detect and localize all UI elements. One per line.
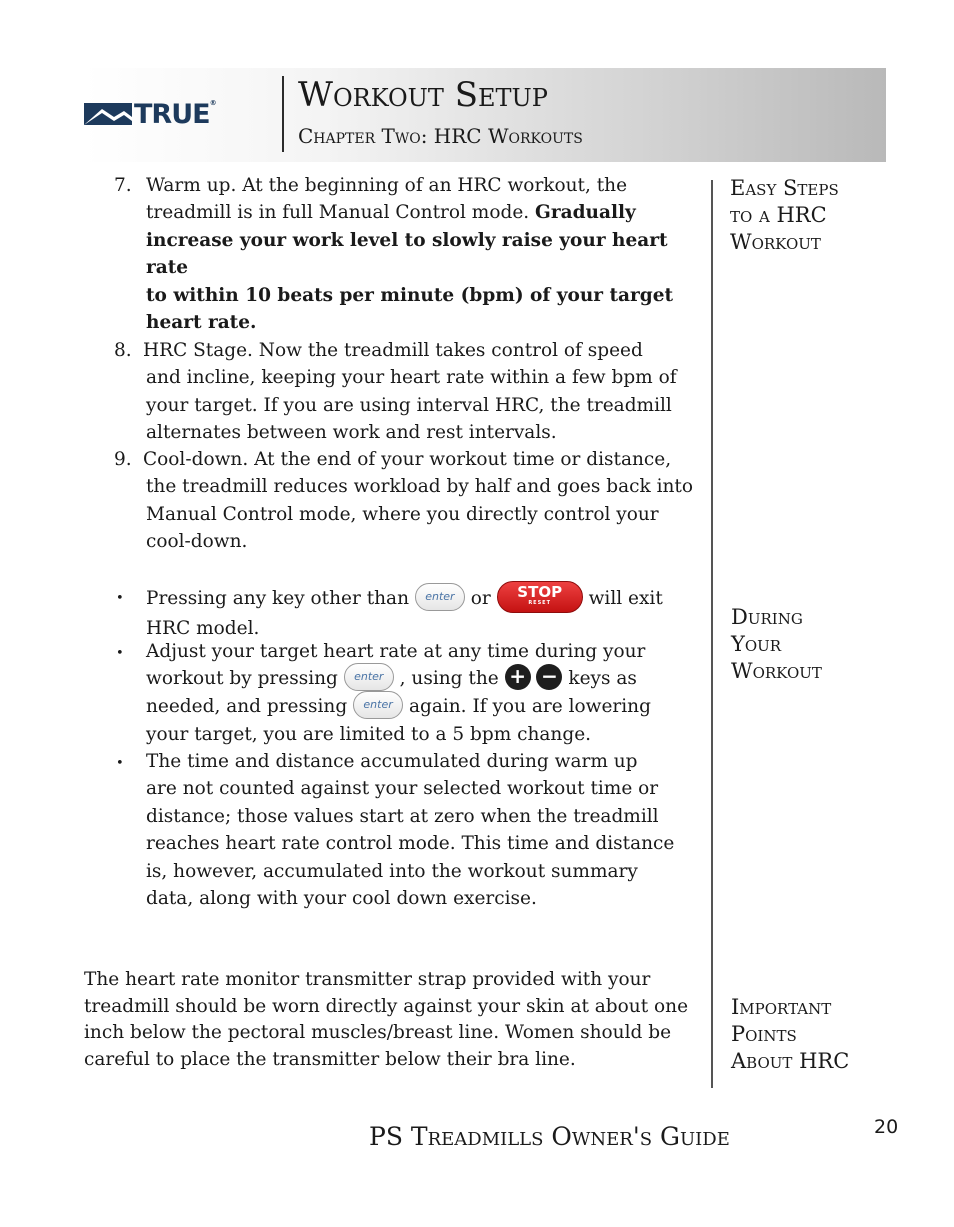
paragraph-line: careful to place the transmitter below their bra line.: [84, 1048, 576, 1070]
paragraph-line: inch below the pectoral muscles/breast line. Women should be: [84, 1022, 672, 1044]
paragraph-line: treadmill should be worn directly against your skin at about one: [84, 995, 689, 1017]
step-line: Cool-down. At the end of your workout time or distance,: [143, 449, 672, 470]
sidebar-heading-important-points: Important Points About HRC: [731, 995, 850, 1073]
step-line: increase your work level to slowly raise your heart rate: [146, 229, 668, 279]
minus-key-icon: −: [536, 664, 562, 690]
step-9: [114, 446, 704, 556]
chapter-subtitle: Chapter Two: HRC Workouts: [298, 124, 583, 148]
logo-text: TRUE®: [134, 99, 216, 130]
bullet-marker: •: [116, 756, 124, 771]
enter-key-icon: enter: [353, 691, 403, 719]
step-line: cool-down.: [146, 531, 248, 553]
bullet-line: reaches heart rate control mode. This time and distance: [146, 833, 675, 855]
step-number: 8.: [114, 340, 132, 361]
step-line: your target. If you are using interval HRC, the treadmill: [146, 394, 672, 416]
stop-reset-key-icon: STOP RESET: [497, 581, 583, 613]
step-line: HRC Stage. Now the treadmill takes control of speed: [143, 340, 643, 361]
step-line: alternates between work and rest intervals.: [146, 422, 557, 444]
bullet-marker: •: [116, 591, 124, 606]
bullet-line: The time and distance accumulated during warm up: [146, 751, 638, 772]
sidebar-heading-easy-steps: Easy Steps to a HRC Workout: [730, 176, 839, 254]
header-divider: [282, 76, 284, 152]
step-line: treadmill is in full Manual Control mode. Gradually: [146, 202, 636, 224]
bullet-marker: •: [116, 646, 124, 661]
page-number: 20: [874, 1116, 899, 1138]
bullet-line: Adjust your target heart rate at any time during your: [146, 641, 646, 662]
step-number: 7.: [114, 175, 132, 196]
bullet-item: [114, 638, 704, 749]
bullet-line: are not counted against your selected workout time or: [146, 778, 659, 800]
step-line: Manual Control mode, where you directly control your: [146, 503, 659, 525]
guide-title-footer: PS Treadmills Owner's Guide: [369, 1122, 730, 1151]
hrc-strap-paragraph: [84, 967, 704, 1073]
bullet-line: workout by pressing enter , using the + − keys as: [146, 664, 637, 690]
bullet-line: needed, and pressing enter again. If you are lowering: [146, 693, 704, 721]
sidebar-heading-during-workout: During Your Workout: [731, 605, 822, 683]
bullet-line: is, however, accumulated into the workout summary: [146, 860, 638, 882]
bullet-item: [114, 748, 704, 912]
enter-key-icon: enter: [415, 583, 465, 611]
bullet-line: HRC model.: [146, 618, 260, 639]
bullet-item: [114, 583, 704, 642]
plus-key-icon: +: [505, 664, 531, 690]
logo-mark-icon: [84, 103, 132, 125]
bullet-line: your target, you are limited to a 5 bpm change.: [146, 724, 592, 746]
bullet-line: data, along with your cool down exercise.: [146, 888, 537, 910]
step-line: to within 10 beats per minute (bpm) of your target: [146, 284, 674, 306]
bullet-line: distance; those values start at zero when the treadmill: [146, 805, 659, 827]
bullet-line: Pressing any key other than enter or STOP RESET will exit: [146, 583, 704, 615]
page-title: Workout Setup: [298, 75, 548, 115]
paragraph-line: The heart rate monitor transmitter strap provided with your: [84, 969, 651, 990]
step-8: [114, 337, 704, 447]
step-line: heart rate.: [146, 312, 257, 334]
step-7: [114, 172, 704, 336]
step-line: and incline, keeping your heart rate within a few bpm of: [146, 367, 677, 389]
step-number: 9.: [114, 449, 132, 470]
step-line: Warm up. At the beginning of an HRC workout, the: [146, 175, 628, 196]
step-line: the treadmill reduces workload by half and goes back into: [146, 476, 693, 498]
sidebar-divider: [711, 180, 713, 1088]
enter-key-icon: enter: [344, 663, 394, 691]
true-logo: [84, 99, 254, 130]
